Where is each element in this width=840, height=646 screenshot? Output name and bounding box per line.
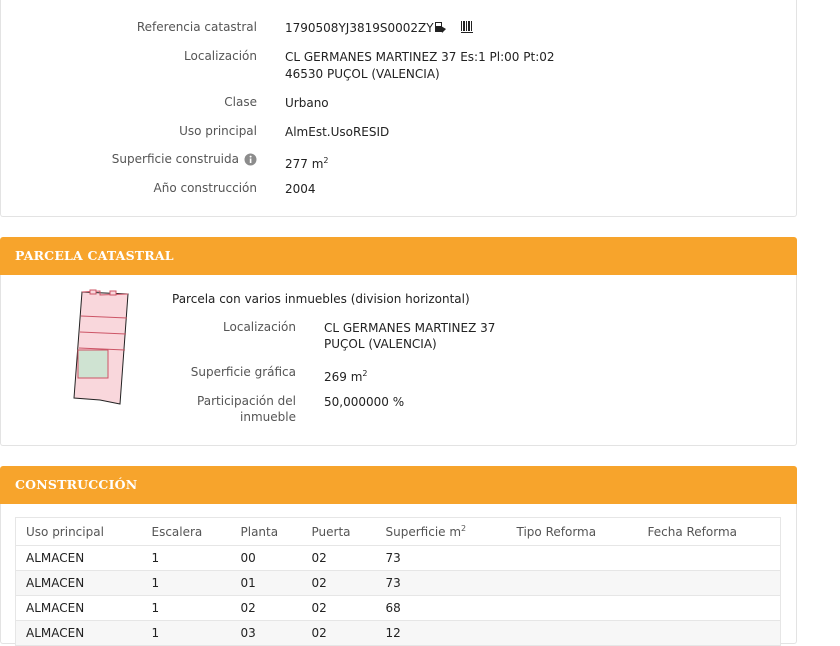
cell-uso: ALMACEN bbox=[16, 596, 142, 621]
cell-uso: ALMACEN bbox=[16, 546, 142, 571]
cell-puerta: 02 bbox=[302, 546, 376, 571]
cell-superficie: 73 bbox=[376, 571, 507, 596]
table-row bbox=[16, 571, 781, 596]
cell-superficie: 73 bbox=[376, 546, 507, 571]
uso-label: Uso principal bbox=[179, 124, 257, 138]
col-escalera: Escalera bbox=[142, 518, 231, 546]
clase-value: Urbano bbox=[285, 96, 329, 110]
localizacion-label: Localización bbox=[184, 49, 257, 63]
anio-label: Año construcción bbox=[153, 181, 257, 195]
cell-uso: ALMACEN bbox=[16, 571, 142, 596]
cell-escalera: 1 bbox=[142, 571, 231, 596]
cell-tipo-reforma bbox=[507, 596, 638, 621]
col-superficie: Superficie $m^2$ bbox=[376, 518, 507, 546]
cell-fecha-reforma bbox=[638, 596, 781, 621]
parcela-description: Parcela con varios inmuebles (division horizontal) bbox=[172, 292, 470, 306]
cell-tipo-reforma bbox=[507, 546, 638, 571]
col-planta: Planta bbox=[231, 518, 302, 546]
cell-planta: 02 bbox=[231, 596, 302, 621]
cell-planta: 00 bbox=[231, 546, 302, 571]
cell-puerta: 02 bbox=[302, 596, 376, 621]
clase-label: Clase bbox=[224, 95, 257, 109]
superficie-value: 277 $m^2$ bbox=[285, 156, 329, 171]
col-puerta: Puerta bbox=[302, 518, 376, 546]
cell-planta: 01 bbox=[231, 571, 302, 596]
cell-tipo-reforma bbox=[507, 621, 638, 646]
participacion-label-line1: Participación del bbox=[197, 394, 296, 408]
construccion-table bbox=[15, 517, 781, 646]
localizacion-line1: CL GERMANES MARTINEZ 37 Es:1 Pl:00 Pt:02 bbox=[285, 50, 555, 64]
cell-planta: 03 bbox=[231, 621, 302, 646]
parcela-localizacion-label: Localización bbox=[223, 320, 296, 334]
cell-superficie: 68 bbox=[376, 596, 507, 621]
cell-superficie: 12 bbox=[376, 621, 507, 646]
cell-uso: ALMACEN bbox=[16, 621, 142, 646]
parcel-map-icon[interactable] bbox=[70, 288, 134, 413]
parcela-localizacion-line2: PUÇOL (VALENCIA) bbox=[324, 337, 437, 351]
cell-tipo-reforma bbox=[507, 571, 638, 596]
cell-fecha-reforma bbox=[638, 571, 781, 596]
col-uso: Uso principal bbox=[16, 518, 142, 546]
parcela-title: PARCELA CATASTRAL bbox=[15, 248, 174, 263]
cell-escalera: 1 bbox=[142, 596, 231, 621]
cell-puerta: 02 bbox=[302, 571, 376, 596]
parcela-superficie-label: Superficie gráfica bbox=[190, 365, 296, 379]
table-row bbox=[16, 596, 781, 621]
superficie-label: Superficie construida bbox=[111, 152, 239, 166]
cell-escalera: 1 bbox=[142, 546, 231, 571]
parcela-localizacion-line1: CL GERMANES MARTINEZ 37 bbox=[324, 321, 496, 335]
table-header-row bbox=[16, 518, 781, 546]
anio-value: 2004 bbox=[285, 182, 316, 196]
cell-puerta: 02 bbox=[302, 621, 376, 646]
print-icon[interactable] bbox=[434, 21, 447, 37]
table-row bbox=[16, 621, 781, 646]
info-icon[interactable] bbox=[244, 153, 257, 169]
col-tipo-reforma: Tipo Reforma bbox=[507, 518, 638, 546]
col-fecha-reforma: Fecha Reforma bbox=[638, 518, 781, 546]
cell-fecha-reforma bbox=[638, 546, 781, 571]
parcela-header bbox=[0, 237, 797, 275]
uso-value: AlmEst.UsoRESID bbox=[285, 125, 390, 139]
participacion-label-line2: inmueble bbox=[240, 410, 296, 424]
barcode-icon[interactable] bbox=[460, 20, 474, 37]
construccion-header bbox=[0, 466, 797, 504]
referencia-label: Referencia catastral bbox=[136, 20, 257, 34]
construccion-title: CONSTRUCCIÓN bbox=[15, 477, 138, 492]
participacion-value: 50,000000 % bbox=[324, 395, 405, 409]
localizacion-line2: 46530 PUÇOL (VALENCIA) bbox=[285, 67, 440, 81]
parcela-superficie-value: 269 $m^2$ bbox=[324, 369, 368, 384]
cell-fecha-reforma bbox=[638, 621, 781, 646]
table-row bbox=[16, 546, 781, 571]
referencia-value: 1790508YJ3819S0002ZY bbox=[285, 21, 434, 35]
cell-escalera: 1 bbox=[142, 621, 231, 646]
